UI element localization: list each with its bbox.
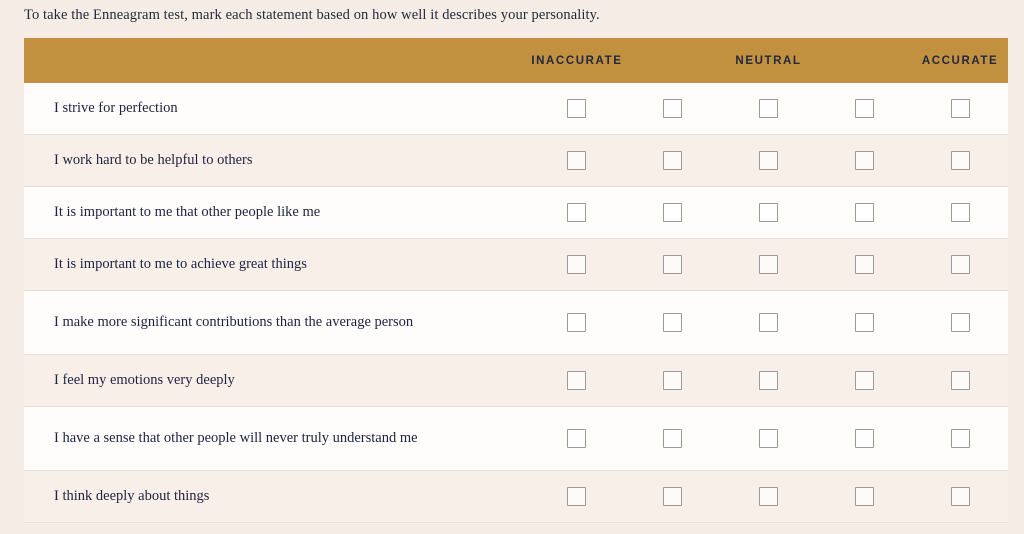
option-cell-2[interactable] <box>625 99 721 118</box>
checkbox-5[interactable] <box>951 429 970 448</box>
table-row <box>24 187 1008 239</box>
option-cell-5[interactable] <box>912 313 1008 332</box>
option-cell-1[interactable] <box>529 371 625 390</box>
option-cell-3[interactable] <box>721 371 817 390</box>
checkbox-4[interactable] <box>855 429 874 448</box>
statement-text: I work hard to be helpful to others <box>54 151 253 168</box>
statement-text: I make more significant contributions than the average person <box>54 313 414 330</box>
option-cell-3[interactable] <box>721 99 817 118</box>
checkbox-4[interactable] <box>855 255 874 274</box>
option-cell-5[interactable] <box>912 255 1008 274</box>
checkbox-1[interactable] <box>567 487 586 506</box>
checkbox-5[interactable] <box>951 151 970 170</box>
checkbox-1[interactable] <box>567 99 586 118</box>
option-cell-3[interactable] <box>721 203 817 222</box>
checkbox-4[interactable] <box>855 151 874 170</box>
checkbox-2[interactable] <box>663 313 682 332</box>
checkbox-2[interactable] <box>663 487 682 506</box>
option-cell-2[interactable] <box>625 371 721 390</box>
option-cell-4[interactable] <box>816 151 912 170</box>
checkbox-5[interactable] <box>951 487 970 506</box>
table-row <box>24 135 1008 187</box>
option-cell-1[interactable] <box>529 487 625 506</box>
checkbox-3[interactable] <box>759 99 778 118</box>
option-cell-2[interactable] <box>625 313 721 332</box>
statement-text: I strive for perfection <box>54 99 178 116</box>
checkbox-4[interactable] <box>855 313 874 332</box>
checkbox-1[interactable] <box>567 203 586 222</box>
option-cell-4[interactable] <box>816 99 912 118</box>
table-row <box>24 83 1008 135</box>
checkbox-2[interactable] <box>663 371 682 390</box>
header-label-accurate: ACCURATE <box>921 54 999 67</box>
page-intro: To take the Enneagram test, mark each statement based on how well it describes your personality. <box>24 7 600 23</box>
table-row <box>24 471 1008 523</box>
checkbox-5[interactable] <box>951 203 970 222</box>
checkbox-3[interactable] <box>759 203 778 222</box>
option-cell-2[interactable] <box>625 487 721 506</box>
option-cell-3[interactable] <box>721 313 817 332</box>
statement-text: I feel my emotions very deeply <box>54 371 235 388</box>
checkbox-1[interactable] <box>567 151 586 170</box>
table-row <box>24 239 1008 291</box>
checkbox-2[interactable] <box>663 99 682 118</box>
checkbox-4[interactable] <box>855 487 874 506</box>
checkbox-1[interactable] <box>567 429 586 448</box>
statement-text: It is important to me that other people like me <box>54 203 321 220</box>
statement-text: It is important to me to achieve great things <box>54 255 307 272</box>
header-label-neutral: NEUTRAL <box>735 54 802 67</box>
option-cell-2[interactable] <box>625 151 721 170</box>
statement-text: I have a sense that other people will never truly understand me <box>54 429 418 446</box>
option-cell-4[interactable] <box>816 255 912 274</box>
option-cell-5[interactable] <box>912 203 1008 222</box>
header-label-inaccurate: INACCURATE <box>531 54 623 67</box>
statement-text: I think deeply about things <box>54 487 210 504</box>
option-cell-4[interactable] <box>816 313 912 332</box>
option-cell-5[interactable] <box>912 371 1008 390</box>
option-cell-2[interactable] <box>625 429 721 448</box>
option-cell-1[interactable] <box>529 313 625 332</box>
checkbox-1[interactable] <box>567 371 586 390</box>
checkbox-3[interactable] <box>759 487 778 506</box>
option-cell-4[interactable] <box>816 371 912 390</box>
header-statement-column <box>24 38 529 83</box>
option-cell-4[interactable] <box>816 429 912 448</box>
checkbox-5[interactable] <box>951 371 970 390</box>
table-row <box>24 355 1008 407</box>
option-cell-4[interactable] <box>816 203 912 222</box>
test-table <box>24 38 1008 523</box>
checkbox-3[interactable] <box>759 151 778 170</box>
checkbox-1[interactable] <box>567 255 586 274</box>
checkbox-4[interactable] <box>855 203 874 222</box>
table-row <box>24 407 1008 471</box>
option-cell-2[interactable] <box>625 203 721 222</box>
table-header-row <box>24 38 1008 83</box>
checkbox-4[interactable] <box>855 371 874 390</box>
checkbox-3[interactable] <box>759 255 778 274</box>
option-cell-1[interactable] <box>529 429 625 448</box>
option-cell-5[interactable] <box>912 151 1008 170</box>
option-cell-1[interactable] <box>529 99 625 118</box>
option-cell-1[interactable] <box>529 255 625 274</box>
checkbox-2[interactable] <box>663 203 682 222</box>
option-cell-5[interactable] <box>912 99 1008 118</box>
checkbox-3[interactable] <box>759 313 778 332</box>
option-cell-3[interactable] <box>721 151 817 170</box>
checkbox-5[interactable] <box>951 313 970 332</box>
checkbox-5[interactable] <box>951 99 970 118</box>
option-cell-5[interactable] <box>912 487 1008 506</box>
option-cell-3[interactable] <box>721 255 817 274</box>
option-cell-1[interactable] <box>529 151 625 170</box>
option-cell-2[interactable] <box>625 255 721 274</box>
option-cell-1[interactable] <box>529 203 625 222</box>
checkbox-2[interactable] <box>663 429 682 448</box>
option-cell-4[interactable] <box>816 487 912 506</box>
checkbox-2[interactable] <box>663 151 682 170</box>
option-cell-5[interactable] <box>912 429 1008 448</box>
table-row <box>24 291 1008 355</box>
option-cell-3[interactable] <box>721 487 817 506</box>
checkbox-4[interactable] <box>855 99 874 118</box>
option-cell-3[interactable] <box>721 429 817 448</box>
checkbox-3[interactable] <box>759 371 778 390</box>
checkbox-2[interactable] <box>663 255 682 274</box>
checkbox-3[interactable] <box>759 429 778 448</box>
checkbox-1[interactable] <box>567 313 586 332</box>
checkbox-5[interactable] <box>951 255 970 274</box>
